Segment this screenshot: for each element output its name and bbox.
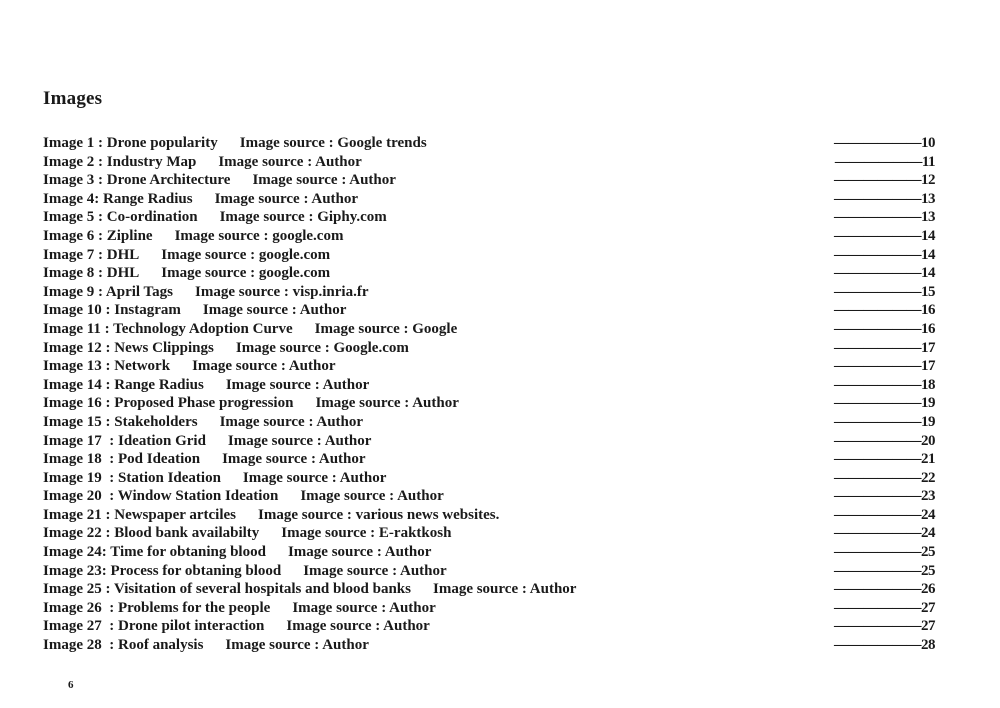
image-caption xyxy=(43,339,409,358)
image-source: Image source : E-raktkosh xyxy=(281,525,452,542)
image-source: Image source : Author xyxy=(300,488,444,505)
list-item xyxy=(43,524,935,543)
image-source: Image source : Giphy.com xyxy=(219,209,387,226)
image-caption xyxy=(43,599,436,618)
page-reference: ——————25 xyxy=(834,544,935,561)
image-caption xyxy=(43,171,396,190)
image-source: Image source : Author xyxy=(292,599,436,616)
image-source: Image source : Author xyxy=(218,153,362,170)
image-title: Image 1 : Drone popularity xyxy=(43,135,218,151)
image-title: Image 28 : Roof analysis xyxy=(43,637,204,654)
image-source: Image source : Author xyxy=(202,302,347,319)
list-item xyxy=(43,636,935,655)
image-caption xyxy=(43,580,576,599)
page-reference: ——————12 xyxy=(834,172,935,189)
image-source: Image source : Author xyxy=(303,562,447,579)
image-source: Image source : Google trends xyxy=(239,135,427,151)
image-title: Image 17 : Ideation Grid xyxy=(43,432,206,449)
image-source: Image source : Author xyxy=(214,190,359,207)
page-title: Images xyxy=(43,88,103,109)
page-reference: ——————24 xyxy=(834,506,935,523)
page-reference: ——————25 xyxy=(834,562,935,579)
image-source: Image source : Author xyxy=(225,376,370,393)
list-item xyxy=(43,450,935,469)
list-item xyxy=(43,283,935,302)
page-reference: ——————17 xyxy=(834,358,935,375)
image-caption xyxy=(43,208,387,227)
page-reference: ——————14 xyxy=(834,227,935,244)
page-reference: ——————17 xyxy=(834,339,935,356)
image-title: Image 22 : Blood bank availabilty xyxy=(43,525,260,542)
image-caption xyxy=(43,264,330,283)
image-caption xyxy=(43,562,447,581)
image-source: Image source : Author xyxy=(432,581,577,598)
image-title: Image 3 : Drone Architecture xyxy=(43,172,231,189)
list-item xyxy=(43,190,935,209)
image-caption xyxy=(43,376,369,395)
image-title: Image 9 : April Tags xyxy=(43,283,174,300)
page-reference: ——————21 xyxy=(834,451,935,468)
image-caption xyxy=(43,190,358,209)
page-reference: ——————24 xyxy=(834,525,935,542)
image-source: Image source : Author xyxy=(192,358,336,375)
list-item xyxy=(43,320,935,339)
image-title: Image 11 : Technology Adoption Curve xyxy=(43,320,293,337)
image-caption xyxy=(43,450,366,469)
image-caption xyxy=(43,432,371,451)
image-title: Image 15 : Stakeholders xyxy=(43,413,198,430)
list-item xyxy=(43,617,935,636)
image-source: Image source : Author xyxy=(242,469,387,486)
list-item xyxy=(43,301,935,320)
list-item xyxy=(43,543,935,562)
page-reference: ——————13 xyxy=(834,209,935,226)
image-source: Image source : Author xyxy=(219,413,364,430)
image-source: Image source : Author xyxy=(227,432,372,449)
image-title: Image 4: Range Radius xyxy=(43,190,193,207)
list-item xyxy=(43,469,935,488)
list-item xyxy=(43,134,935,153)
image-source: Image source : Author xyxy=(225,637,369,654)
page-reference: ——————19 xyxy=(834,413,935,430)
image-title: Image 24: Time for obtaning blood xyxy=(43,544,266,561)
image-caption xyxy=(43,357,336,376)
image-source: Image source : visp.inria.fr xyxy=(195,283,369,300)
image-title: Image 26 : Problems for the people xyxy=(43,599,271,616)
page-reference: ——————14 xyxy=(834,246,935,263)
image-source: Image source : google.com xyxy=(161,265,331,282)
page-reference: ——————28 xyxy=(834,637,935,654)
page-reference: ——————23 xyxy=(834,488,935,505)
image-caption xyxy=(43,617,430,636)
list-item xyxy=(43,357,935,376)
page-reference: ——————18 xyxy=(834,376,935,393)
list-item xyxy=(43,413,935,432)
image-caption xyxy=(43,413,363,432)
list-item xyxy=(43,580,935,599)
image-source: Image source : google.com xyxy=(161,246,331,263)
image-title: Image 21 : Newspaper artciles xyxy=(43,506,237,523)
list-item xyxy=(43,394,935,413)
image-source: Image source : various news websites. xyxy=(258,506,500,523)
image-caption xyxy=(43,469,386,488)
image-title: Image 6 : Zipline xyxy=(43,227,153,244)
image-source: Image source : Google xyxy=(314,320,458,337)
image-source: Image source : Author xyxy=(286,618,430,635)
image-caption xyxy=(43,301,346,320)
image-source: Image source : google.com xyxy=(174,227,344,244)
image-source: Image source : Author xyxy=(287,544,432,561)
image-title: Image 14 : Range Radius xyxy=(43,376,204,393)
image-caption xyxy=(43,153,362,172)
image-title: Image 19 : Station Ideation xyxy=(43,469,221,486)
image-title: Image 18 : Pod Ideation xyxy=(43,451,201,468)
page-reference: ——————15 xyxy=(834,283,935,300)
image-source: Image source : Author xyxy=(252,172,396,189)
page-reference: ——————27 xyxy=(834,599,935,616)
list-item xyxy=(43,208,935,227)
page-reference: ——————16 xyxy=(834,320,935,337)
image-title: Image 10 : Instagram xyxy=(43,302,181,319)
list-item xyxy=(43,432,935,451)
list-item xyxy=(43,376,935,395)
image-title: Image 23: Process for obtaning blood xyxy=(43,562,282,579)
list-item xyxy=(43,562,935,581)
image-caption xyxy=(43,636,369,655)
list-item xyxy=(43,246,935,265)
page-number: 6 xyxy=(68,679,74,691)
image-title: Image 25 : Visitation of several hospitals and blood banks xyxy=(43,581,411,598)
image-title: Image 5 : Co-ordination xyxy=(43,209,198,226)
page-reference: ——————19 xyxy=(834,395,935,412)
page-reference: ——————16 xyxy=(834,302,935,319)
list-item xyxy=(43,506,935,525)
image-title: Image 7 : DHL xyxy=(43,246,140,263)
list-item xyxy=(43,487,935,506)
image-caption xyxy=(43,524,451,543)
image-caption xyxy=(43,394,459,413)
list-item xyxy=(43,339,935,358)
list-item xyxy=(43,264,935,283)
image-source: Image source : Author xyxy=(222,451,366,468)
image-caption xyxy=(43,134,427,153)
image-caption xyxy=(43,506,499,525)
page-reference: ——————26 xyxy=(834,581,935,598)
page-reference: ——————20 xyxy=(834,432,935,449)
image-caption xyxy=(43,543,431,562)
page-reference: ——————22 xyxy=(834,469,935,486)
image-title: Image 20 : Window Station Ideation xyxy=(43,488,279,505)
list-item xyxy=(43,599,935,618)
page-reference: ——————27 xyxy=(834,618,935,635)
page-reference: ——————13 xyxy=(834,190,935,207)
image-caption xyxy=(43,320,457,339)
list-item xyxy=(43,153,935,172)
page-reference: ——————14 xyxy=(834,265,935,282)
image-title: Image 12 : News Clippings xyxy=(43,339,214,356)
image-caption xyxy=(43,283,368,302)
image-title: Image 27 : Drone pilot interaction xyxy=(43,618,265,635)
list-item xyxy=(43,171,935,190)
page-reference: ——————11 xyxy=(834,153,935,170)
page-reference: ——————10 xyxy=(834,135,935,151)
image-source: Image source : Author xyxy=(315,395,459,412)
image-caption xyxy=(43,487,444,506)
image-title: Image 16 : Proposed Phase progression xyxy=(43,395,294,412)
image-title: Image 13 : Network xyxy=(43,358,171,375)
image-title: Image 8 : DHL xyxy=(43,265,140,282)
image-source: Image source : Google.com xyxy=(235,339,409,356)
image-title: Image 2 : Industry Map xyxy=(43,153,197,170)
list-item xyxy=(43,227,935,246)
image-index-list xyxy=(43,134,935,655)
image-caption xyxy=(43,227,343,246)
image-caption xyxy=(43,246,330,265)
